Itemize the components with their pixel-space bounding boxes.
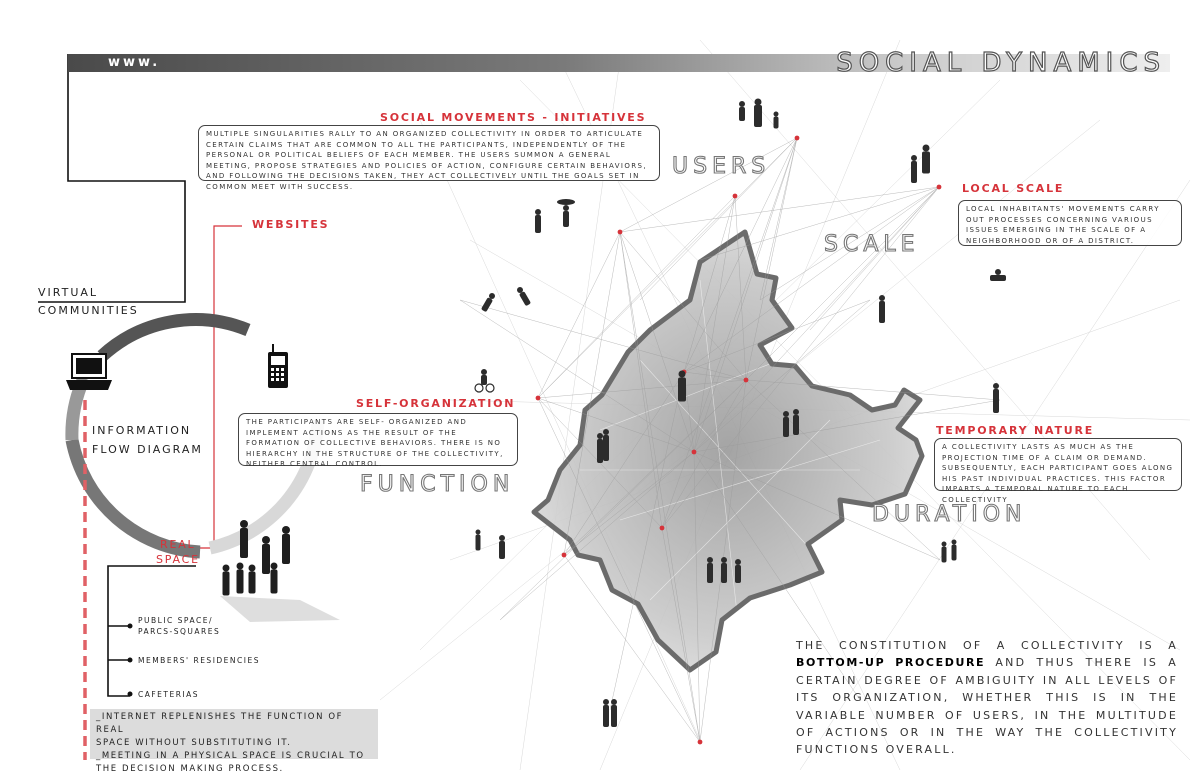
note-box <box>90 709 378 774</box>
temporary-nature-box: A COLLECTIVITY LASTS AS MUCH AS THE PROJECTION TIME OF A CLAIM OR DEMAND. SUBSEQUENTLY, EACH PARTICIPANT GOES ALONG HIS PAST INDIVIDUAL PRACTICES. THIS FACTOR IMPARTS A TEMPORAL NATURE TO EACH COLLECTIVITY <box>934 438 1182 491</box>
conclusion-paragraph <box>796 637 1178 759</box>
social-movements-box: MULTIPLE SINGULARITIES RALLY TO AN ORGANIZED COLLECTIVITY IN ORDER TO ARTICULATE CERTAIN CLAIMS THAT ARE COMMON TO ALL THE PARTICIPANTS, INDEPENDENTLY OF THE PERSONAL OR POLITICAL BELIEFS OF EACH MEMBER. THE USERS SUMMON A GENERAL MEETING, PROPOSE STRATEGIES AND POLICIES OF ACTION, CONFIGURE CERTAIN BEHAVIORS, AND FOLLOWING THE DECISIONS TAKEN, THEY ACT COLLECTIVELY UNTIL THE GOALS SET IN COMMON MEET WITH SUCCESS. <box>198 125 660 181</box>
note-line-2: SPACE WITHOUT SUBSTITUTING IT. <box>96 738 292 748</box>
page-title: SOCIAL DYNAMICS <box>836 48 1166 78</box>
self-organization-box: THE PARTICIPANTS ARE SELF- ORGANIZED AND IMPLEMENT ACTIONS AS THE RESULT OF THE FORMATION OF COLLECTIVE BEHAVIORS. THERE IS NO HIERARCHY IN THE STRUCTURE OF THE COLLECTIVITY, NEITHER CENTRAL CONTROL. <box>238 413 518 466</box>
keyword-duration: DURATION <box>872 502 1027 527</box>
note-line-3: _MEETING IN A PHYSICAL SPACE IS CRUCIAL TO <box>96 751 365 761</box>
laptop-icon <box>66 354 112 390</box>
local-scale-title: LOCAL SCALE <box>962 182 1065 195</box>
item-public-space-1: PUBLIC SPACE/ <box>138 616 213 625</box>
websites-connector <box>180 226 242 548</box>
temporary-nature-title: TEMPORARY NATURE <box>936 424 1095 437</box>
flow-diagram-line1: INFORMATION <box>92 424 192 437</box>
district-map <box>534 232 922 670</box>
paragraph-pre: THE CONSTITUTION OF A COLLECTIVITY IS A <box>796 639 1178 652</box>
item-public-space-2: PARCS-SQUARES <box>138 627 221 636</box>
item-cafeterias: CAFETERIAS <box>138 690 200 699</box>
real-space-line2: SPACE <box>156 553 200 566</box>
virtual-communities-line1: VIRTUAL <box>38 286 99 299</box>
self-organization-title: SELF-ORGANIZATION <box>356 397 516 410</box>
mobile-phone-icon <box>268 344 288 388</box>
note-line-1: _INTERNET REPLENISHES THE FUNCTION OF REAL <box>96 712 344 735</box>
keyword-users: USERS <box>672 154 771 179</box>
websites-label: WEBSITES <box>252 218 330 231</box>
local-scale-box: LOCAL INHABITANTS' MOVEMENTS CARRY OUT PROCESSES CONCERNING VARIOUS ISSUES EMERGING IN THE SCALE OF A NEIGHBORHOOD OR OF A DISTRICT. <box>958 200 1182 246</box>
keyword-scale: SCALE <box>824 232 920 257</box>
keyword-function: FUNCTION <box>360 472 515 497</box>
item-residencies: MEMBERS' RESIDENCIES <box>138 656 260 665</box>
virtual-communities-line2: COMMUNITIES <box>38 304 139 317</box>
social-movements-title: SOCIAL MOVEMENTS - INITIATIVES <box>380 111 647 124</box>
www-label: www. <box>108 55 161 70</box>
note-line-4: THE DECISION MAKING PROCESS. <box>96 764 284 774</box>
flow-diagram-line2: FLOW DIAGRAM <box>92 443 203 456</box>
paragraph-bold: BOTTOM-UP PROCEDURE <box>796 656 986 670</box>
real-space-line1: REAL <box>160 538 196 551</box>
connector-lines <box>38 54 185 302</box>
paragraph-post: AND THUS THERE IS A CERTAIN DEGREE OF AMBIGUITY IN ALL LEVELS OF ITS ORGANIZATION, WHETHER THIS IS IN THE VARIABLE NUMBER OF USERS, IN THE MULTITUDE OF ACTIONS OR IN THE WAY THE COLLECTIVITY FUNCTIONS OVERALL. <box>796 656 1178 757</box>
